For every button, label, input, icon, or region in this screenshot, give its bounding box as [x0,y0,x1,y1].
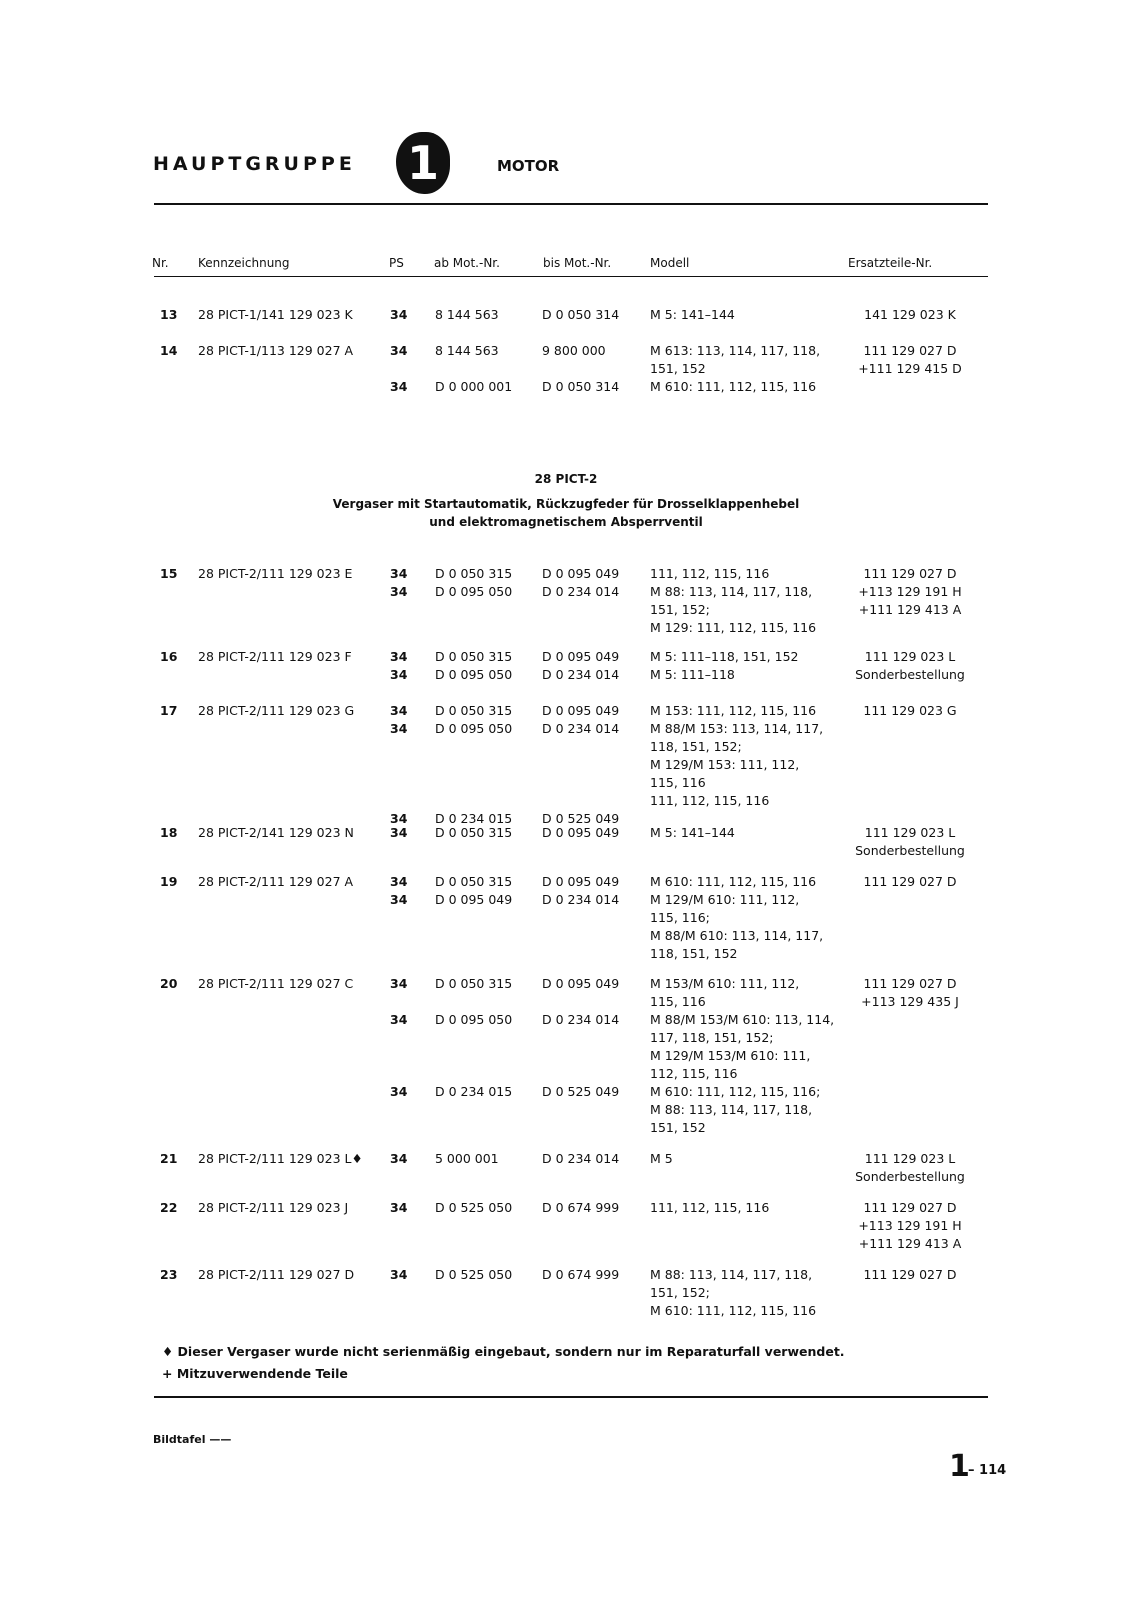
cell-kennzeichnung: 28 PICT-1/113 129 027 A [198,343,354,358]
section-2-title: 28 PICT-2 [534,472,598,486]
cell-nr: 19 [160,874,178,889]
cell-ab-mot-nr: D 0 050 315 D 0 095 049 [435,874,513,907]
cell-ps: 34 [390,1151,408,1166]
cell-kennzeichnung: 28 PICT-2/111 129 023 G [198,703,355,718]
group-label: HAUPTGRUPPE [153,153,356,175]
cell-modell: M 613: 113, 114, 117, 118, 151, 152 M 610: 111, 112, 115, 116 [650,343,821,394]
cell-modell: M 610: 111, 112, 115, 116 M 129/M 610: 111, 112, 115, 116; M 88/M 610: 113, 114, 117, 118, 151, 152 [650,874,824,961]
cell-nr: 20 [160,976,178,991]
cell-nr: 17 [160,703,178,718]
cell-bis-mot-nr: D 0 050 314 [542,307,620,322]
cell-ersatzteile-nr: 111 129 027 D +113 129 191 H +111 129 413 A [858,1200,962,1251]
page-number-minor: – 114 [968,1463,1007,1478]
cell-ersatzteile-nr: 111 129 027 D [863,1267,957,1282]
cell-bis-mot-nr: D 0 674 999 [542,1267,620,1282]
cell-nr: 22 [160,1200,178,1215]
cell-ps: 34 34 [390,874,408,907]
cell-modell: M 5 [650,1151,673,1166]
cell-nr: 18 [160,825,178,840]
cell-ps: 34 [390,825,408,840]
cell-ersatzteile-nr: 111 129 023 L Sonderbestellung [855,1151,965,1184]
section-2-desc-line-2: und elektromagnetischem Absperrventil [429,515,703,529]
cell-kennzeichnung: 28 PICT-2/111 129 023 F [198,649,352,664]
cell-ersatzteile-nr: 111 129 027 D +113 129 191 H +111 129 413 A [858,566,962,617]
cell-kennzeichnung: 28 PICT-1/141 129 023 K [198,307,353,322]
cell-kennzeichnung: 28 PICT-2/111 129 027 A [198,874,354,889]
cell-ersatzteile-nr: 111 129 027 D +111 129 415 D [858,343,962,376]
cell-ab-mot-nr: D 0 050 315 D 0 095 050 D 0 234 015 [435,976,513,1099]
cell-bis-mot-nr: D 0 095 049 D 0 234 014 [542,649,620,682]
cell-modell: M 153/M 610: 111, 112, 115, 116 M 88/M 153/M 610: 113, 114, 117, 118, 151, 152; M 129/M 153/M 610: 111, 112, 115, 116 M 610: 111, 112, 115, 116; M 88: 113, 114, 117, 118, 151, 152 [650,976,835,1135]
footnote-diamond: ♦ Dieser Vergaser wurde nicht serienmäßig eingebaut, sondern nur im Reparaturfall verwendet. [162,1344,845,1359]
col-header-ps: PS [389,256,404,270]
cell-bis-mot-nr: D 0 095 049 D 0 234 014 D 0 525 049 [542,976,620,1099]
footer-rule [154,1396,988,1398]
cell-ps: 34 34 34 [390,703,408,826]
cell-ab-mot-nr: D 0 050 315 D 0 095 050 D 0 234 015 [435,703,513,826]
cell-bis-mot-nr: D 0 674 999 [542,1200,620,1215]
col-header-nr: Nr. [152,256,169,270]
cell-ersatzteile-nr: 111 129 027 D +113 129 435 J [861,976,959,1009]
cell-nr: 23 [160,1267,178,1282]
cell-kennzeichnung: 28 PICT-2/111 129 023 J [198,1200,349,1215]
cell-kennzeichnung: 28 PICT-2/111 129 027 D [198,1267,355,1282]
cell-ersatzteile-nr: 141 129 023 K [864,307,956,322]
cell-ps: 34 34 [390,566,408,599]
cell-ersatzteile-nr: 111 129 027 D [863,874,957,889]
cell-ersatzteile-nr: 111 129 023 G [863,703,957,718]
section-2-desc-line-1: Vergaser mit Startautomatik, Rückzugfeder für Drosselklappenhebel [332,497,800,511]
cell-ersatzteile-nr: 111 129 023 L Sonderbestellung [855,649,965,682]
cell-ps: 34 34 [390,343,408,394]
cell-ab-mot-nr: 8 144 563 D 0 000 001 [435,343,513,394]
cell-ps: 34 [390,307,408,322]
cell-kennzeichnung: 28 PICT-2/111 129 023 L♦ [198,1151,363,1166]
cell-bis-mot-nr: D 0 234 014 [542,1151,620,1166]
col-header-modell: Modell [650,256,690,270]
col-header-kennzeichnung: Kennzeichnung [198,256,290,270]
cell-nr: 14 [160,343,178,358]
cell-modell: 111, 112, 115, 116 M 88: 113, 114, 117, 118, 151, 152; M 129: 111, 112, 115, 116 [650,566,817,635]
cell-modell: M 153: 111, 112, 115, 116 M 88/M 153: 113, 114, 117, 118, 151, 152; M 129/M 153: 111, 112, 115, 116 111, 112, 115, 116 [650,703,824,808]
cell-nr: 21 [160,1151,178,1166]
footnote-plus: + Mitzuverwendende Teile [162,1366,348,1381]
cell-bis-mot-nr: 9 800 000 D 0 050 314 [542,343,620,394]
group-number-badge: 1 [396,132,450,194]
cell-modell: 111, 112, 115, 116 [650,1200,770,1215]
cell-bis-mot-nr: D 0 095 049 D 0 234 014 [542,874,620,907]
col-header-ab: ab Mot.-Nr. [434,256,500,270]
cell-ab-mot-nr: D 0 525 050 [435,1267,513,1282]
header-rule [154,203,988,205]
col-header-ersatzteile: Ersatzteile-Nr. [848,256,933,270]
cell-ps: 34 [390,1267,408,1282]
cell-ps: 34 34 [390,649,408,682]
cell-ps: 34 [390,1200,408,1215]
cell-kennzeichnung: 28 PICT-2/111 129 027 C [198,976,354,991]
cell-ab-mot-nr: 8 144 563 [435,307,499,322]
cell-nr: 15 [160,566,178,581]
cell-bis-mot-nr: D 0 095 049 D 0 234 014 [542,566,620,599]
page-number-major: 1 [949,1449,970,1484]
cell-ab-mot-nr: D 0 050 315 D 0 095 050 [435,649,513,682]
cell-ersatzteile-nr: 111 129 023 L Sonderbestellung [855,825,965,858]
cell-modell: M 5: 141–144 [650,307,735,322]
cell-kennzeichnung: 28 PICT-2/141 129 023 N [198,825,354,840]
group-name: MOTOR [497,157,560,175]
cell-nr: 13 [160,307,178,322]
cell-kennzeichnung: 28 PICT-2/111 129 023 E [198,566,353,581]
cell-ab-mot-nr: D 0 050 315 D 0 095 050 [435,566,513,599]
cell-bis-mot-nr: D 0 095 049 D 0 234 014 D 0 525 049 [542,703,620,826]
cell-modell: M 5: 141–144 [650,825,735,840]
col-header-bis: bis Mot.-Nr. [543,256,612,270]
cell-ps: 34 34 34 [390,976,408,1099]
cell-nr: 16 [160,649,178,664]
column-header-rule [154,276,988,277]
bildtafel-label: Bildtafel —— [153,1433,232,1446]
cell-bis-mot-nr: D 0 095 049 [542,825,620,840]
cell-ab-mot-nr: D 0 525 050 [435,1200,513,1215]
cell-modell: M 88: 113, 114, 117, 118, 151, 152; M 610: 111, 112, 115, 116 [650,1267,817,1318]
cell-modell: M 5: 111–118, 151, 152 M 5: 111–118 [650,649,799,682]
cell-ab-mot-nr: D 0 050 315 [435,825,513,840]
cell-ab-mot-nr: 5 000 001 [435,1151,499,1166]
